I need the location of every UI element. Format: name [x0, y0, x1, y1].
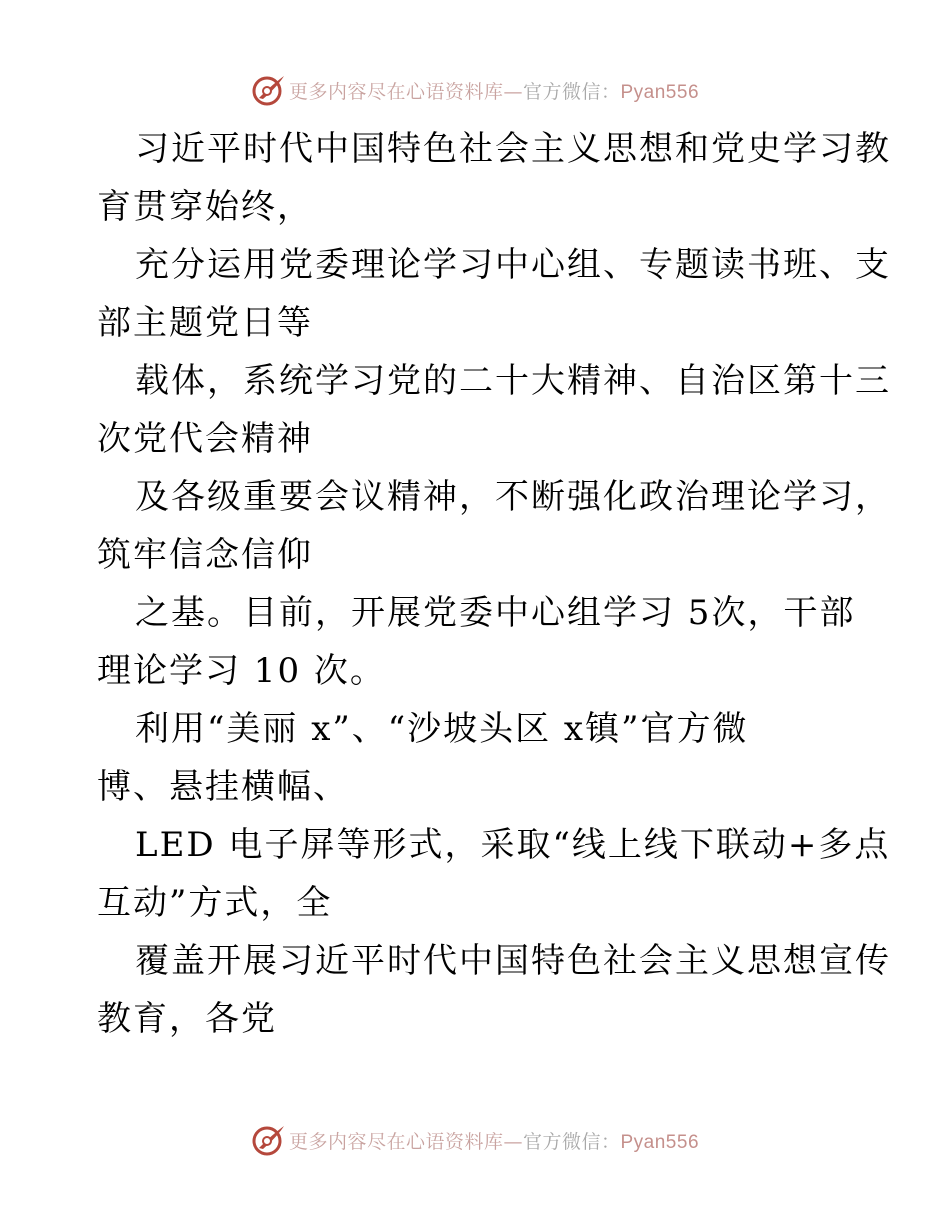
paragraph-line: 教育，各党	[97, 999, 277, 1039]
paragraph-line: 覆盖开展习近平时代中国特色社会主义思想宣传	[135, 941, 891, 981]
paragraph-line: 习近平时代中国特色社会主义思想和党史学习教	[135, 129, 891, 169]
paragraph-line: 互动”方式，全	[97, 883, 333, 923]
header-watermark	[0, 70, 950, 110]
paragraph-line: 之基。目前，开展党委中心组学习 5次，干部	[135, 593, 856, 633]
quill-logo-icon	[251, 72, 287, 108]
footer-watermark	[0, 1120, 950, 1160]
paragraph-line: 育贯穿始终，	[97, 187, 313, 227]
paragraph-line: 利用“美丽 x”、“沙坡头区 x镇”官方微	[135, 709, 749, 749]
paragraph-line: 及各级重要会议精神，不断强化政治理论学习，	[135, 477, 891, 517]
quill-logo-icon	[251, 1122, 287, 1158]
paragraph-line: 理论学习 10 次。	[97, 651, 386, 691]
paragraph-line: 充分运用党委理论学习中心组、专题读书班、支	[135, 245, 891, 285]
paragraph-line: 筑牢信念信仰	[97, 535, 313, 575]
watermark-text: 更多内容尽在心语资料库—官方微信：Pyan556	[288, 1130, 700, 1153]
document-body	[97, 120, 891, 1048]
paragraph-line: 次党代会精神	[97, 419, 313, 459]
watermark-text: 更多内容尽在心语资料库—官方微信：Pyan556	[288, 80, 700, 103]
paragraph-line: LED 电子屏等形式，采取“线上线下联动+多点	[135, 825, 891, 865]
paragraph-line: 博、悬挂横幅、	[97, 767, 349, 807]
paragraph-line: 部主题党日等	[97, 303, 313, 343]
paragraph-line: 载体，系统学习党的二十大精神、自治区第十三	[135, 361, 891, 401]
